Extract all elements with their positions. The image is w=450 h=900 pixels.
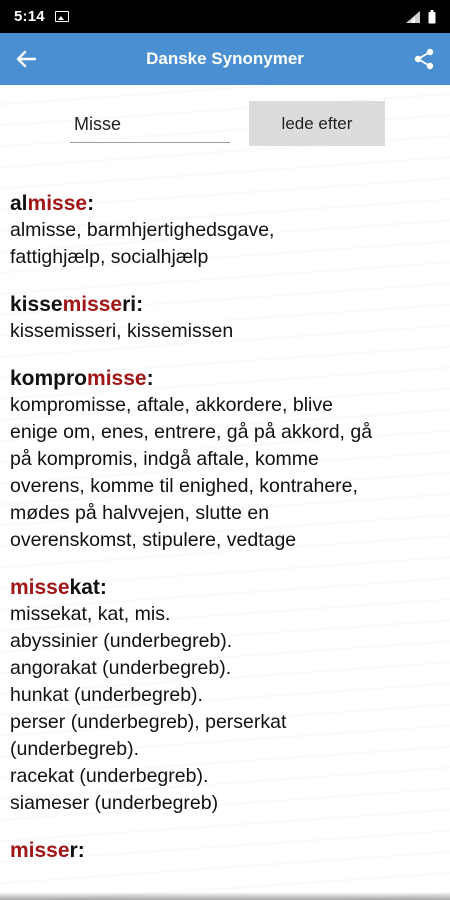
entry-headword[interactable] [10,838,440,864]
headword-suffix: : [146,367,154,390]
search-button[interactable]: lede efter [249,101,385,146]
headword-suffix: r: [69,839,85,862]
headword-suffix: kat: [69,576,107,599]
share-button[interactable] [398,33,450,85]
headword-match: misse [10,576,70,599]
app-title: Danske Synonymer [146,49,304,68]
headword-suffix: ri: [122,293,144,316]
synonym-entry [10,575,440,817]
image-notification-icon [55,11,69,22]
search-row [0,101,450,149]
synonym-list [10,191,440,885]
status-bar [0,0,450,33]
headword-match: misse [87,367,147,390]
headword-match: misse [10,839,70,862]
bottom-shadow [0,892,450,900]
headword-match: misse [62,293,123,316]
signal-icon [406,11,420,23]
battery-icon [428,10,436,24]
content-area [0,85,450,900]
share-icon [413,48,435,70]
headword-prefix: kompro [10,367,88,390]
headword-match: misse [27,192,88,215]
search-input[interactable] [70,107,230,143]
entry-synonyms: missekat, kat, mis. abyssinier (underbegreb). angorakat (underbegreb). hunkat (underbegreb). perser (underbegreb), perserkat (underbegreb). racekat (underbegreb). siameser (underbegreb) [10,603,287,814]
app-bar [0,33,450,85]
status-icons [406,10,436,24]
back-button[interactable] [0,33,52,85]
entry-synonyms: kissemisseri, kissemissen [10,320,234,342]
entry-headword[interactable] [10,366,440,392]
entry-synonyms: almisse, barmhjertighedsgave, fattighjælp, socialhjælp [10,219,275,268]
status-time: 5:14 [14,8,45,25]
synonym-entry [10,292,440,345]
synonym-entry [10,366,440,554]
entry-headword[interactable] [10,575,440,601]
headword-prefix: al [10,192,28,215]
headword-suffix: : [87,192,95,215]
entry-headword[interactable] [10,292,440,318]
entry-synonyms: kompromisse, aftale, akkordere, blive enige om, enes, entrere, gå på akkord, gå på kompromis, indgå aftale, komme overens, komme til enighed, kontrahere, mødes på halvvejen, slutte en overenskomst, stipulere, vedtage [10,394,373,551]
synonym-entry [10,191,440,271]
synonym-entry [10,838,440,864]
headword-prefix: kisse [10,293,63,316]
entry-headword[interactable] [10,191,440,217]
arrow-left-icon [16,50,36,68]
